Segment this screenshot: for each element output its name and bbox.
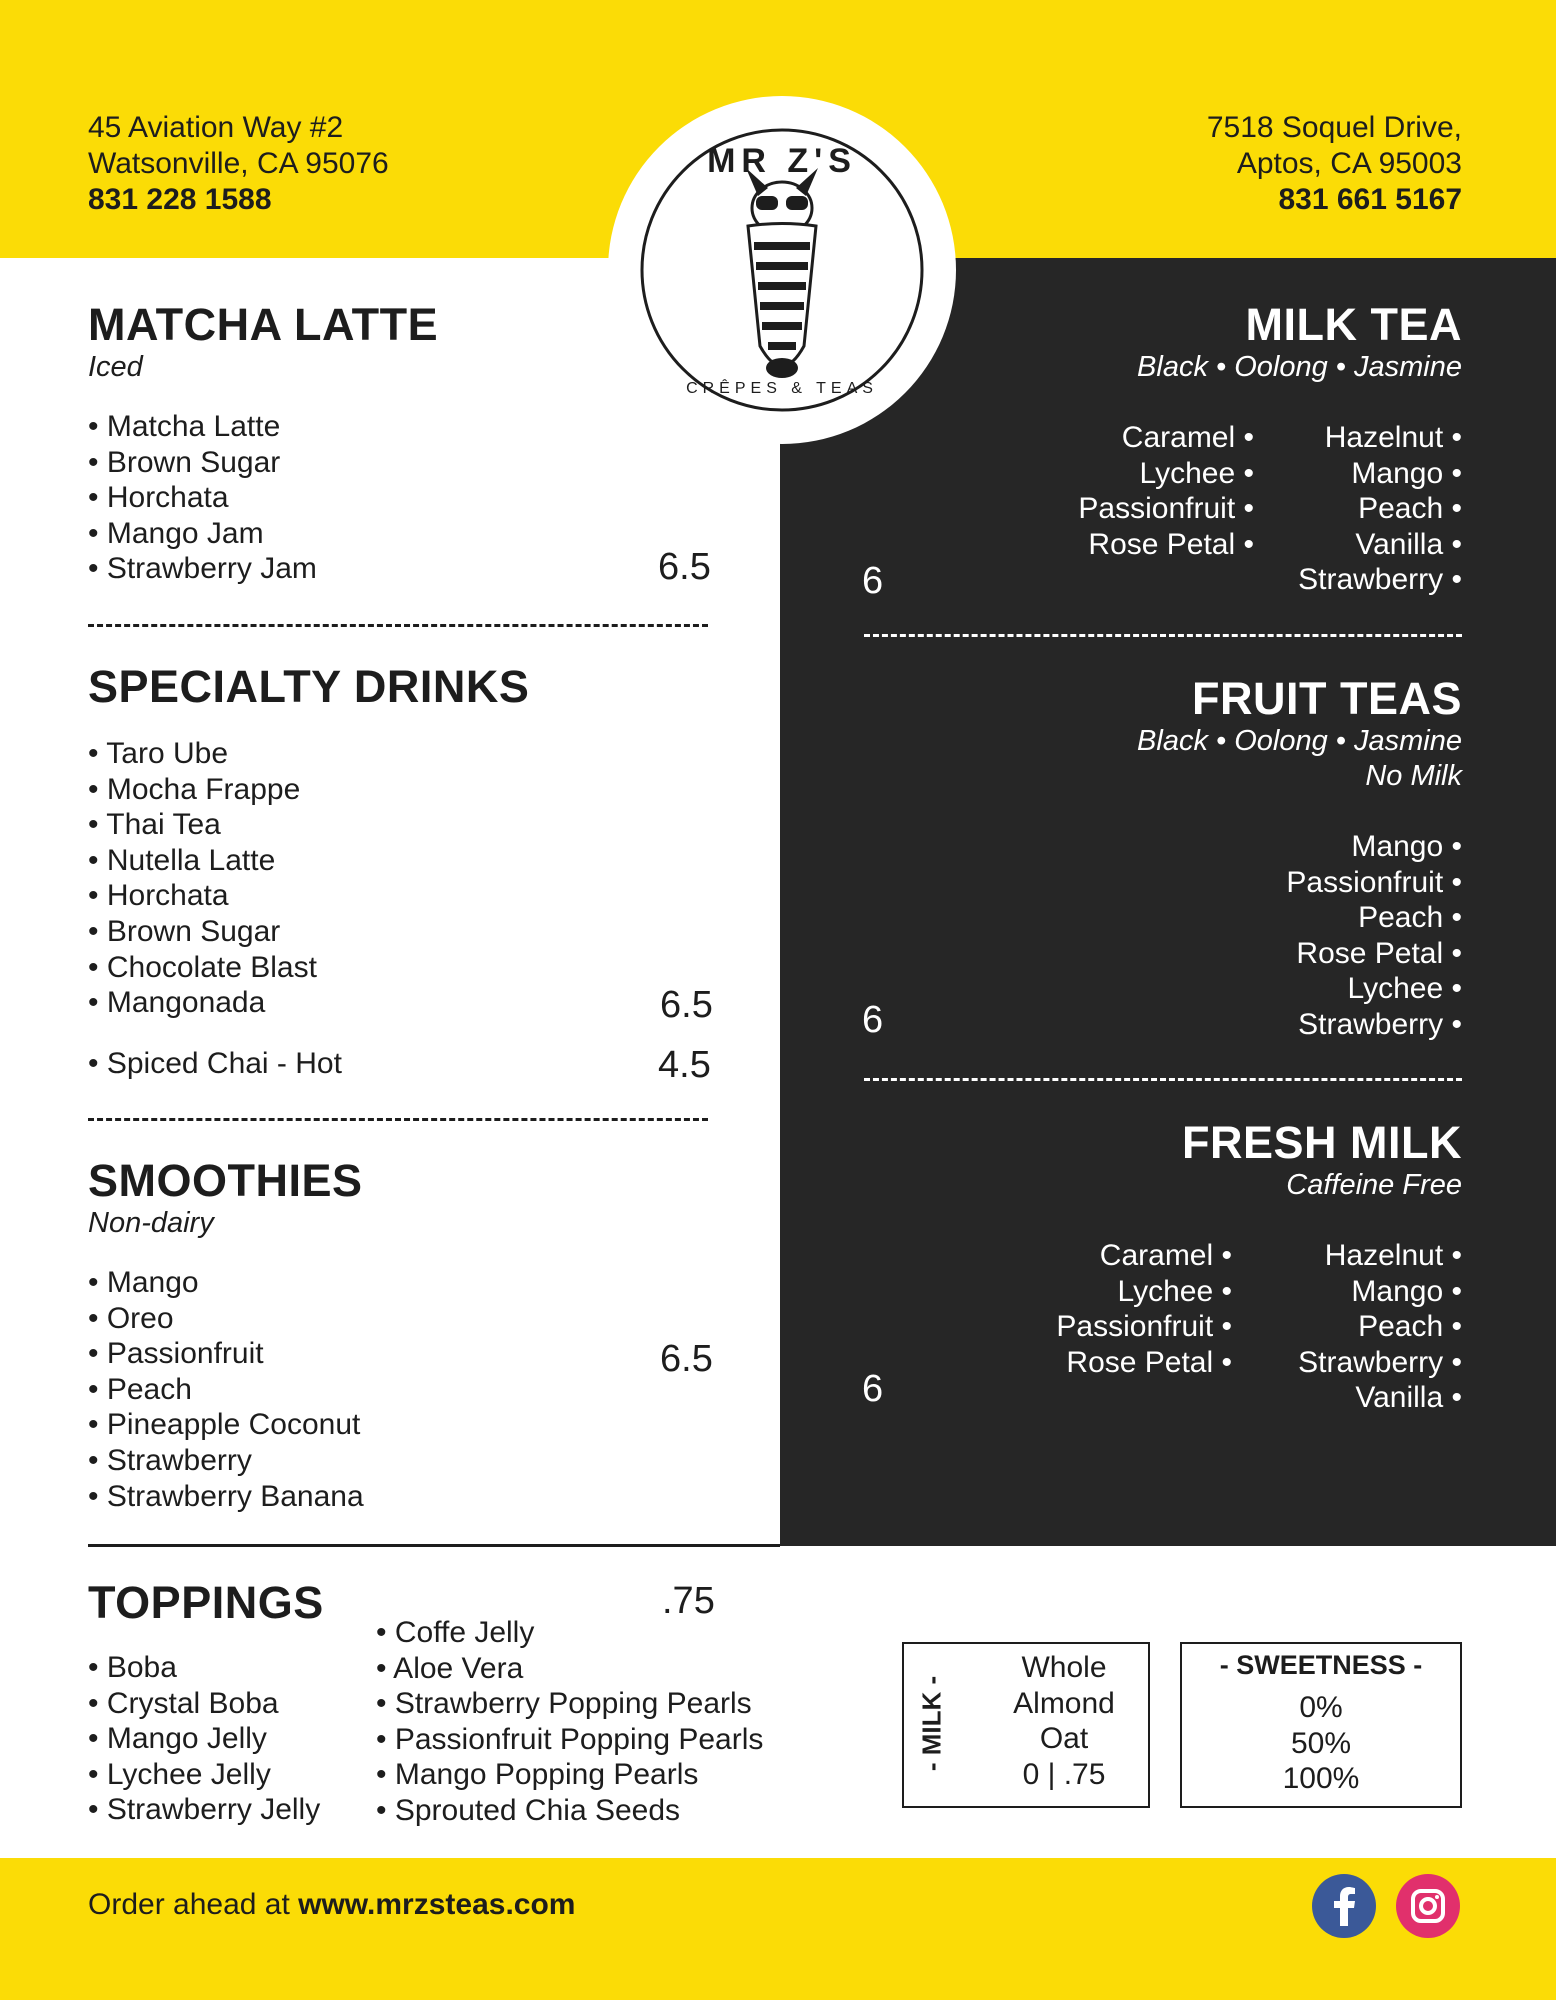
list-item: • Aloe Vera xyxy=(376,1651,524,1685)
list-item: Strawberry • xyxy=(1298,563,1462,597)
milk-tea-subtitle: Black • Oolong • Jasmine xyxy=(1137,351,1462,383)
list-item: • Strawberry xyxy=(88,1443,252,1477)
list-item: • Passionfruit Popping Pearls xyxy=(376,1722,764,1756)
dashed-divider xyxy=(88,624,708,627)
list-item: Caramel • xyxy=(1099,1239,1232,1272)
list-item: Rose Petal • xyxy=(1066,1345,1232,1379)
milk-tea-title: MILK TEA xyxy=(1245,299,1462,350)
list-item: • Mango Jelly xyxy=(88,1722,267,1756)
milk-box-label: - MILK - xyxy=(916,1675,947,1772)
list-item: • Brown Sugar xyxy=(88,445,281,479)
list-item: Vanilla • xyxy=(1355,1381,1462,1415)
logo xyxy=(608,96,956,444)
list-item: • Coffe Jelly xyxy=(376,1616,535,1649)
list-item: • Pineapple Coconut xyxy=(88,1408,361,1442)
milk-tea-col1 xyxy=(1078,420,1254,562)
list-item: • Peach xyxy=(88,1372,192,1406)
phone-left: 831 228 1588 xyxy=(88,183,272,216)
sweetness-option: 50% xyxy=(1290,1726,1352,1760)
sweetness-options-box xyxy=(1180,1642,1462,1808)
fruit-teas-price: 6 xyxy=(862,999,884,1041)
fresh-milk-col1 xyxy=(1056,1238,1232,1380)
order-prefix: Order ahead at xyxy=(88,1888,299,1921)
address-left xyxy=(88,110,389,218)
logo-top-text: MR Z'S xyxy=(707,142,857,180)
specialty-extra-price: 4.5 xyxy=(658,1044,711,1086)
fruit-teas-title: FRUIT TEAS xyxy=(1192,673,1462,724)
toppings-col1 xyxy=(88,1650,320,1828)
list-item: • Horchata xyxy=(88,879,229,913)
toppings-col2 xyxy=(376,1615,763,1829)
list-item: Rose Petal • xyxy=(1296,936,1462,970)
list-item: • Thai Tea xyxy=(88,808,221,842)
fresh-milk-price: 6 xyxy=(862,1368,884,1410)
specialty-price: 6.5 xyxy=(660,984,713,1026)
list-item: Lychee • xyxy=(1347,972,1462,1006)
smoothies-price: 6.5 xyxy=(660,1338,713,1380)
dashed-divider xyxy=(864,634,1462,637)
sweetness-box-options xyxy=(1182,1690,1460,1797)
list-item: Peach • xyxy=(1358,1310,1462,1344)
list-item: • Lychee Jelly xyxy=(88,1757,271,1791)
list-item: Rose Petal • xyxy=(1088,527,1254,561)
list-item: • Mango xyxy=(88,1266,199,1299)
list-item: • Mango Popping Pearls xyxy=(376,1758,699,1792)
list-item: • Crystal Boba xyxy=(88,1686,279,1720)
address-left-line2: Watsonville, CA 95076 xyxy=(88,147,389,180)
milk-options-box xyxy=(902,1642,1150,1808)
address-right xyxy=(1207,110,1462,218)
matcha-list xyxy=(88,409,317,587)
milk-option: Oat xyxy=(1039,1722,1089,1756)
fresh-milk-title: FRESH MILK xyxy=(1182,1117,1462,1168)
specialty-title: SPECIALTY DRINKS xyxy=(88,661,530,712)
list-item: • Sprouted Chia Seeds xyxy=(376,1793,681,1827)
order-ahead-text xyxy=(88,1888,575,1922)
list-item: • Oreo xyxy=(88,1301,174,1335)
list-item: • Boba xyxy=(88,1651,177,1684)
fresh-milk-col2 xyxy=(1298,1238,1462,1416)
list-item: Strawberry • xyxy=(1298,1345,1462,1379)
specialty-list xyxy=(88,736,317,1021)
list-item: Passionfruit • xyxy=(1056,1310,1232,1344)
list-item: • Strawberry Banana xyxy=(88,1479,364,1513)
list-item: • Strawberry Popping Pearls xyxy=(376,1687,752,1721)
list-item: Mango • xyxy=(1351,456,1462,490)
list-item: • Nutella Latte xyxy=(88,843,276,877)
matcha-subtitle: Iced xyxy=(88,351,143,383)
list-item: Mango • xyxy=(1351,830,1462,863)
list-item: Passionfruit • xyxy=(1078,492,1254,526)
sweetness-option: 0% xyxy=(1299,1691,1343,1724)
instagram-icon[interactable] xyxy=(1396,1874,1460,1938)
list-item: • Chocolate Blast xyxy=(88,950,317,984)
milk-tea-price: 6 xyxy=(862,560,884,602)
list-item: Vanilla • xyxy=(1355,527,1462,561)
milk-option: Whole xyxy=(1021,1651,1107,1684)
list-item: Peach • xyxy=(1358,492,1462,526)
milk-box-options xyxy=(984,1650,1144,1792)
list-item: Strawberry • xyxy=(1298,1007,1462,1041)
list-item: Passionfruit • xyxy=(1286,865,1462,899)
section-divider xyxy=(88,1544,780,1547)
address-right-line2: Aptos, CA 95003 xyxy=(1236,147,1462,180)
list-item: Hazelnut • xyxy=(1324,421,1462,454)
phone-right: 831 661 5167 xyxy=(1278,183,1462,216)
fruit-teas-list xyxy=(1286,829,1462,1043)
dashed-divider xyxy=(864,1078,1462,1081)
sweetness-option: 100% xyxy=(1282,1762,1360,1796)
address-right-line1: 7518 Soquel Drive, xyxy=(1206,111,1462,144)
fruit-teas-subtitle2: No Milk xyxy=(1365,760,1462,792)
list-item: • Taro Ube xyxy=(88,737,229,770)
list-item: Lychee • xyxy=(1139,456,1254,490)
matcha-title: MATCHA LATTE xyxy=(88,299,439,350)
facebook-icon[interactable] xyxy=(1312,1874,1376,1938)
list-item: • Strawberry Jelly xyxy=(88,1793,321,1827)
sweetness-box-label: - SWEETNESS - xyxy=(1219,1650,1423,1680)
toppings-price: .75 xyxy=(662,1580,715,1622)
website-link[interactable]: www.mrzsteas.com xyxy=(298,1888,576,1921)
matcha-price: 6.5 xyxy=(658,546,711,588)
list-item: Mango • xyxy=(1351,1274,1462,1308)
address-left-line1: 45 Aviation Way #2 xyxy=(88,111,344,144)
list-item: • Mangonada xyxy=(88,986,266,1020)
smoothies-subtitle: Non-dairy xyxy=(88,1207,214,1239)
list-item: Lychee • xyxy=(1117,1274,1232,1308)
list-item: Caramel • xyxy=(1121,421,1254,454)
list-item: Peach • xyxy=(1358,901,1462,935)
smoothies-title: SMOOTHIES xyxy=(88,1155,363,1206)
list-item: • Strawberry Jam xyxy=(88,552,317,586)
logo-bottom-text: CRÊPES & TEAS xyxy=(686,380,878,397)
milk-option: Almond xyxy=(1013,1686,1115,1720)
list-item: • Matcha Latte xyxy=(88,410,281,443)
milk-option: 0 | .75 xyxy=(1022,1757,1106,1791)
list-item: • Mango Jam xyxy=(88,516,264,550)
toppings-title: TOPPINGS xyxy=(88,1577,324,1628)
list-item: • Horchata xyxy=(88,481,229,515)
list-item: • Mocha Frappe xyxy=(88,772,301,806)
list-item: Hazelnut • xyxy=(1324,1239,1462,1272)
milk-tea-col2 xyxy=(1298,420,1462,598)
list-item: • Brown Sugar xyxy=(88,914,281,948)
smoothies-list xyxy=(88,1265,364,1514)
dashed-divider xyxy=(88,1118,708,1121)
fresh-milk-subtitle: Caffeine Free xyxy=(1286,1169,1462,1201)
fruit-teas-subtitle: Black • Oolong • Jasmine xyxy=(1137,725,1462,757)
specialty-extra-item: • Spiced Chai - Hot xyxy=(88,1047,342,1080)
list-item: • Passionfruit xyxy=(88,1337,264,1371)
